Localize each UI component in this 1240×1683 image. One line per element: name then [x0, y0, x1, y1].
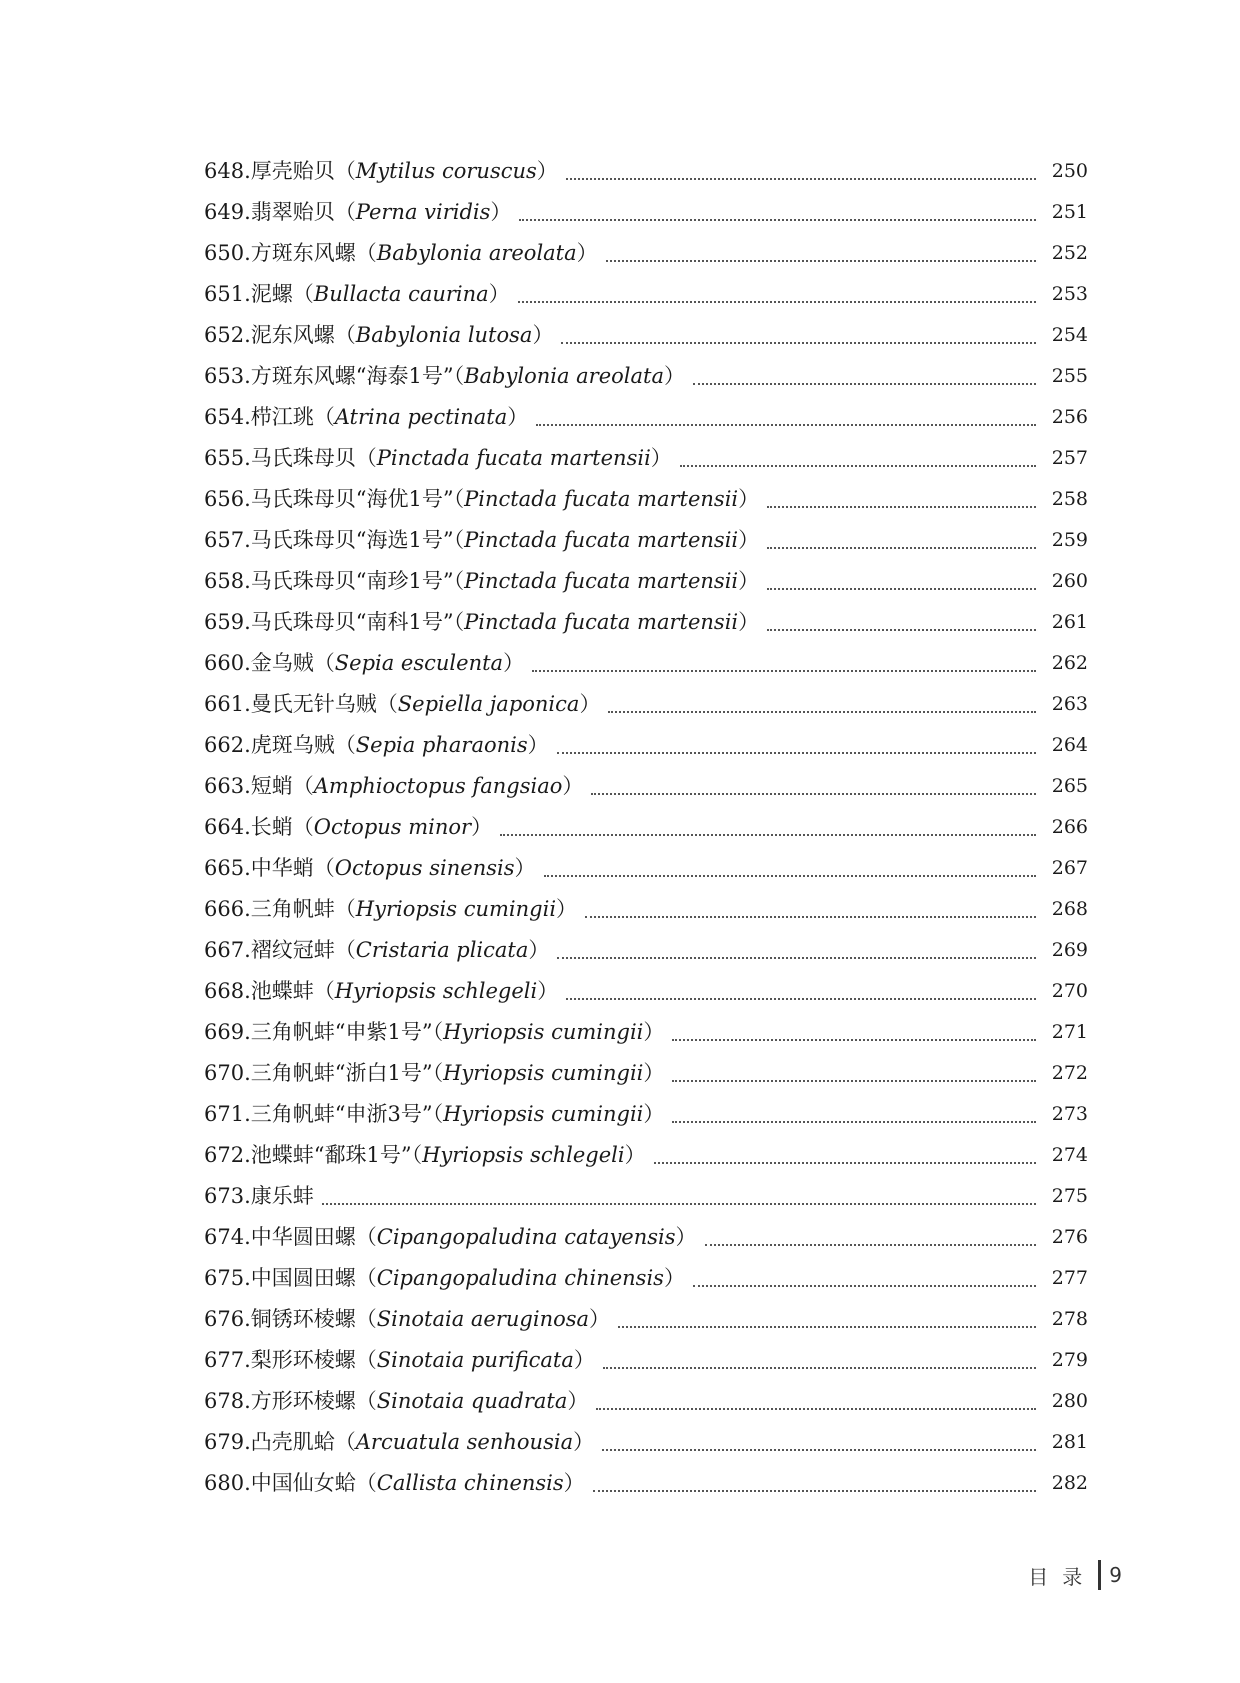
toc-entry-number: 655. [204, 446, 251, 470]
toc-entry-number: 668. [204, 979, 251, 1003]
toc-entry[interactable] [204, 315, 1088, 356]
toc-entry-name: 方斑东风螺“海泰1号” [250, 364, 454, 388]
toc-entry[interactable] [204, 1012, 1088, 1053]
toc-entry-number: 652. [204, 323, 251, 347]
toc-entry-name: 中国仙女蛤 [250, 1471, 356, 1495]
toc-entry-number: 650. [204, 241, 251, 265]
paren-close: ） [579, 692, 601, 716]
toc-entry-page: 281 [1051, 1431, 1088, 1453]
paren-close: ） [503, 651, 525, 675]
paren-close: ） [675, 1225, 697, 1249]
dot-leader [591, 766, 1036, 807]
toc-entry-number: 660. [204, 651, 251, 675]
toc-entry-name: 翡翠贻贝 [250, 200, 335, 224]
toc-entry[interactable] [204, 151, 1088, 192]
toc-entry-number: 673. [204, 1184, 251, 1208]
toc-entry-page: 276 [1051, 1226, 1088, 1248]
toc-entry-title [204, 438, 672, 479]
paren-open: （ [355, 1307, 377, 1331]
toc-entry-name: 铜锈环棱螺 [250, 1307, 356, 1331]
toc-entry-title [204, 1176, 314, 1217]
toc-entry-page: 260 [1051, 570, 1088, 592]
toc-entry-latin-name: Mytilus coruscus [355, 159, 537, 183]
paren-close: ） [573, 1430, 595, 1454]
toc-entry-name: 中国圆田螺 [250, 1266, 356, 1290]
paren-close: ） [643, 1061, 665, 1085]
toc-entry-name: 方斑东风螺 [250, 241, 356, 265]
paren-open: （ [453, 569, 465, 593]
paren-close: ） [738, 487, 760, 511]
toc-entry-title [204, 848, 536, 889]
paren-close: ） [537, 979, 559, 1003]
toc-entry[interactable] [204, 930, 1088, 971]
paren-open: （ [313, 979, 335, 1003]
toc-entry-title [204, 397, 528, 438]
toc-entry-latin-name: Pinctada fucata martensii [376, 446, 651, 470]
toc-entry-page: 268 [1051, 898, 1088, 920]
toc-entry[interactable] [204, 1340, 1088, 1381]
dot-leader [693, 356, 1036, 397]
paren-close: ） [532, 323, 554, 347]
table-of-contents [204, 151, 1088, 1504]
toc-entry[interactable] [204, 766, 1088, 807]
toc-entry[interactable] [204, 233, 1088, 274]
toc-entry-latin-name: Sinotaia quadrata [376, 1389, 568, 1413]
dot-leader [566, 971, 1036, 1012]
paren-open: （ [453, 364, 465, 388]
toc-entry-name: 三角帆蚌“浙白1号” [250, 1061, 433, 1085]
paren-open: （ [334, 1430, 356, 1454]
toc-entry-number: 663. [204, 774, 251, 798]
toc-entry-name: 梨形环棱螺 [250, 1348, 356, 1372]
dot-leader [618, 1299, 1036, 1340]
toc-entry[interactable] [204, 1463, 1088, 1504]
toc-entry-title [204, 274, 510, 315]
toc-entry-name: 马氏珠母贝 [250, 446, 356, 470]
toc-entry-number: 671. [204, 1102, 251, 1126]
paren-close: ） [643, 1020, 665, 1044]
dot-leader [544, 848, 1037, 889]
toc-entry[interactable] [204, 971, 1088, 1012]
footer-divider [1098, 1560, 1101, 1590]
toc-entry-number: 680. [204, 1471, 251, 1495]
toc-entry-number: 664. [204, 815, 251, 839]
toc-entry[interactable] [204, 561, 1088, 602]
paren-open: （ [313, 405, 335, 429]
toc-entry-page: 272 [1051, 1062, 1088, 1084]
toc-entry-title [204, 971, 558, 1012]
toc-entry-title [204, 889, 577, 930]
toc-entry[interactable] [204, 438, 1088, 479]
toc-entry-number: 675. [204, 1266, 251, 1290]
toc-entry-title [204, 1340, 595, 1381]
dot-leader [705, 1217, 1036, 1258]
dot-leader [767, 479, 1036, 520]
paren-open: （ [355, 1348, 377, 1372]
toc-entry-number: 670. [204, 1061, 251, 1085]
toc-entry-number: 674. [204, 1225, 251, 1249]
paren-open: （ [376, 692, 398, 716]
toc-entry-page: 262 [1051, 652, 1088, 674]
toc-entry-title [204, 602, 759, 643]
toc-entry[interactable] [204, 1381, 1088, 1422]
toc-entry-latin-name: Hyriopsis cumingii [355, 897, 557, 921]
toc-entry-title [204, 1053, 664, 1094]
toc-entry-number: 651. [204, 282, 251, 306]
toc-entry-page: 261 [1051, 611, 1088, 633]
dot-leader [608, 684, 1036, 725]
toc-entry-name: 曼氏无针乌贼 [250, 692, 377, 716]
paren-close: ） [562, 774, 584, 798]
paren-open: （ [432, 1061, 444, 1085]
paren-open: （ [453, 610, 465, 634]
toc-entry-page: 256 [1051, 406, 1088, 428]
toc-entry-latin-name: Pinctada fucata martensii [464, 528, 739, 552]
toc-entry-number: 648. [204, 159, 251, 183]
dot-leader [500, 807, 1036, 848]
toc-entry-latin-name: Sepia pharaonis [355, 733, 528, 757]
toc-entry-latin-name: Callista chinensis [376, 1471, 564, 1495]
toc-entry-name: 马氏珠母贝“南珍1号” [250, 569, 454, 593]
toc-entry-name: 泥螺 [250, 282, 293, 306]
toc-entry-page: 264 [1051, 734, 1088, 756]
toc-entry-number: 659. [204, 610, 251, 634]
toc-entry-page: 282 [1051, 1472, 1088, 1494]
toc-entry[interactable] [204, 684, 1088, 725]
toc-entry-number: 653. [204, 364, 251, 388]
dot-leader [322, 1176, 1036, 1217]
toc-entry-name: 金乌贼 [250, 651, 314, 675]
toc-entry-number: 661. [204, 692, 251, 716]
toc-entry-name: 中华圆田螺 [250, 1225, 356, 1249]
paren-close: ） [650, 446, 672, 470]
paren-close: ） [488, 282, 510, 306]
toc-entry[interactable] [204, 848, 1088, 889]
toc-entry[interactable] [204, 1135, 1088, 1176]
paren-open: （ [313, 651, 335, 675]
footer-section-label: 目录 [1028, 1564, 1097, 1589]
toc-entry-title [204, 1135, 646, 1176]
paren-open: （ [334, 938, 356, 962]
toc-entry-latin-name: Pinctada fucata martensii [464, 569, 739, 593]
dot-leader [672, 1012, 1036, 1053]
toc-entry-name: 短蛸 [250, 774, 293, 798]
toc-entry-title [204, 684, 600, 725]
dot-leader [519, 192, 1036, 233]
toc-entry-name: 虎斑乌贼 [250, 733, 335, 757]
paren-close: ） [471, 815, 493, 839]
dot-leader [693, 1258, 1036, 1299]
page-footer [1028, 1560, 1122, 1590]
paren-open: （ [453, 528, 465, 552]
paren-close: ） [528, 938, 550, 962]
toc-entry[interactable] [204, 1217, 1088, 1258]
paren-open: （ [432, 1102, 444, 1126]
toc-entry-page: 255 [1051, 365, 1088, 387]
paren-open: （ [453, 487, 465, 511]
toc-entry-title [204, 1258, 685, 1299]
toc-entry-page: 254 [1051, 324, 1088, 346]
dot-leader [672, 1094, 1036, 1135]
paren-close: ） [527, 733, 549, 757]
toc-entry-latin-name: Sinotaia aeruginosa [376, 1307, 590, 1331]
dot-leader [606, 233, 1036, 274]
toc-entry-name: 泥东风螺 [250, 323, 335, 347]
toc-entry[interactable] [204, 1422, 1088, 1463]
toc-entry-page: 275 [1051, 1185, 1088, 1207]
toc-entry-latin-name: Sepia esculenta [334, 651, 504, 675]
paren-open: （ [334, 323, 356, 347]
dot-leader [767, 561, 1036, 602]
dot-leader [596, 1381, 1036, 1422]
toc-entry-name: 长蛸 [250, 815, 293, 839]
toc-entry-page: 250 [1051, 160, 1088, 182]
toc-entry-name: 栉江珧 [250, 405, 314, 429]
toc-entry-latin-name: Bullacta caurina [313, 282, 489, 306]
paren-open: （ [411, 1143, 423, 1167]
toc-entry-latin-name: Sinotaia purificata [376, 1348, 574, 1372]
toc-entry-name: 池蝶蚌“鄱珠1号” [250, 1143, 412, 1167]
toc-entry-number: 676. [204, 1307, 251, 1331]
toc-entry[interactable] [204, 602, 1088, 643]
toc-entry-page: 273 [1051, 1103, 1088, 1125]
toc-entry-latin-name: Hyriopsis schlegeli [334, 979, 538, 1003]
toc-entry-name: 方形环棱螺 [250, 1389, 356, 1413]
toc-entry-name: 马氏珠母贝“海选1号” [250, 528, 454, 552]
dot-leader [654, 1135, 1036, 1176]
paren-open: （ [355, 1225, 377, 1249]
toc-entry-page: 265 [1051, 775, 1088, 797]
toc-entry-name: 三角帆蚌“申浙3号” [250, 1102, 433, 1126]
toc-entry-page: 252 [1051, 242, 1088, 264]
toc-entry-latin-name: Hyriopsis schlegeli [422, 1143, 625, 1167]
toc-entry[interactable] [204, 1176, 1088, 1217]
toc-entry-latin-name: Octopus minor [313, 815, 472, 839]
dot-leader [536, 397, 1036, 438]
toc-entry-title [204, 1381, 588, 1422]
dot-leader [561, 315, 1036, 356]
toc-entry-name: 褶纹冠蚌 [250, 938, 335, 962]
toc-entry-page: 274 [1051, 1144, 1088, 1166]
toc-entry-number: 678. [204, 1389, 251, 1413]
paren-open: （ [292, 815, 314, 839]
toc-entry[interactable] [204, 397, 1088, 438]
toc-entry-title [204, 192, 511, 233]
toc-entry-latin-name: Arcuatula senhousia [355, 1430, 574, 1454]
toc-entry-title [204, 356, 685, 397]
paren-close: ） [490, 200, 512, 224]
toc-entry-latin-name: Babylonia lutosa [355, 323, 533, 347]
paren-open: （ [334, 159, 356, 183]
toc-entry-latin-name: Cipangopaludina chinensis [376, 1266, 664, 1290]
dot-leader [557, 725, 1036, 766]
toc-entry-number: 656. [204, 487, 251, 511]
toc-entry-latin-name: Sepiella japonica [397, 692, 580, 716]
paren-open: （ [334, 733, 356, 757]
paren-close: ） [576, 241, 598, 265]
toc-entry[interactable] [204, 889, 1088, 930]
dot-leader [593, 1463, 1036, 1504]
paren-open: （ [292, 774, 314, 798]
toc-entry-title [204, 1299, 610, 1340]
toc-entry[interactable] [204, 479, 1088, 520]
toc-entry-number: 679. [204, 1430, 251, 1454]
dot-leader [532, 643, 1036, 684]
toc-entry-title [204, 1422, 594, 1463]
toc-entry-name: 马氏珠母贝“海优1号” [250, 487, 454, 511]
toc-entry[interactable] [204, 1258, 1088, 1299]
toc-entry-number: 654. [204, 405, 251, 429]
paren-close: ） [738, 569, 760, 593]
paren-close: ） [738, 610, 760, 634]
toc-entry[interactable] [204, 192, 1088, 233]
toc-entry-page: 277 [1051, 1267, 1088, 1289]
paren-close: ） [536, 159, 558, 183]
toc-entry-number: 669. [204, 1020, 251, 1044]
paren-close: ） [589, 1307, 611, 1331]
toc-entry-latin-name: Babylonia areolata [376, 241, 577, 265]
toc-entry[interactable] [204, 520, 1088, 561]
dot-leader [680, 438, 1036, 479]
toc-entry[interactable] [204, 643, 1088, 684]
toc-entry-page: 279 [1051, 1349, 1088, 1371]
paren-open: （ [313, 856, 335, 880]
toc-entry-name: 三角帆蚌 [250, 897, 335, 921]
toc-entry[interactable] [204, 807, 1088, 848]
toc-entry-title [204, 479, 759, 520]
toc-entry-latin-name: Perna viridis [355, 200, 491, 224]
toc-entry-number: 662. [204, 733, 251, 757]
paren-open: （ [355, 1471, 377, 1495]
paren-open: （ [334, 897, 356, 921]
toc-entry[interactable] [204, 274, 1088, 315]
paren-close: ） [643, 1102, 665, 1126]
toc-entry-latin-name: Amphioctopus fangsiao [313, 774, 563, 798]
toc-entry-title [204, 643, 524, 684]
paren-close: ） [664, 364, 685, 388]
toc-entry-title [204, 1217, 697, 1258]
toc-entry-name: 中华蛸 [250, 856, 314, 880]
toc-entry-name: 厚壳贻贝 [250, 159, 335, 183]
toc-entry-number: 657. [204, 528, 251, 552]
toc-entry-number: 665. [204, 856, 251, 880]
toc-entry-name: 马氏珠母贝“南科1号” [250, 610, 454, 634]
toc-entry-title [204, 520, 759, 561]
toc-entry-latin-name: Pinctada fucata martensii [464, 487, 739, 511]
paren-close: ） [556, 897, 578, 921]
dot-leader [585, 889, 1036, 930]
toc-entry-title [204, 766, 583, 807]
dot-leader [602, 1422, 1036, 1463]
toc-entry-number: 667. [204, 938, 251, 962]
toc-entry-page: 280 [1051, 1390, 1088, 1412]
toc-entry-name: 三角帆蚌“申紫1号” [250, 1020, 433, 1044]
paren-open: （ [355, 1389, 377, 1413]
toc-entry-number: 677. [204, 1348, 251, 1372]
dot-leader [518, 274, 1036, 315]
toc-entry-title [204, 561, 759, 602]
toc-entry-name: 康乐蚌 [250, 1184, 314, 1208]
toc-entry[interactable] [204, 1299, 1088, 1340]
dot-leader [672, 1053, 1036, 1094]
toc-entry-number: 649. [204, 200, 251, 224]
dot-leader [557, 930, 1036, 971]
toc-entry-page: 253 [1051, 283, 1088, 305]
toc-entry-page: 257 [1051, 447, 1088, 469]
toc-entry-latin-name: Octopus sinensis [334, 856, 515, 880]
toc-entry-page: 271 [1051, 1021, 1088, 1043]
toc-entry-title [204, 807, 492, 848]
paren-open: （ [292, 282, 314, 306]
footer-page-number: 9 [1109, 1563, 1122, 1587]
paren-close: ） [563, 1471, 585, 1495]
paren-open: （ [355, 446, 377, 470]
toc-entry-page: 278 [1051, 1308, 1088, 1330]
paren-close: ） [573, 1348, 595, 1372]
toc-entry-title [204, 1463, 585, 1504]
toc-entry-title [204, 151, 558, 192]
toc-entry-title [204, 1012, 664, 1053]
toc-entry-page: 251 [1051, 201, 1088, 223]
toc-entry-title [204, 315, 553, 356]
paren-close: ） [624, 1143, 646, 1167]
paren-close: ） [738, 528, 760, 552]
dot-leader [603, 1340, 1036, 1381]
toc-entry-page: 269 [1051, 939, 1088, 961]
toc-entry-page: 258 [1051, 488, 1088, 510]
toc-entry-name: 池蝶蚌 [250, 979, 314, 1003]
toc-entry-latin-name: Atrina pectinata [334, 405, 508, 429]
toc-entry-page: 263 [1051, 693, 1088, 715]
toc-entry-page: 266 [1051, 816, 1088, 838]
toc-entry-name: 凸壳肌蛤 [250, 1430, 335, 1454]
toc-entry[interactable] [204, 1094, 1088, 1135]
toc-entry-title [204, 233, 598, 274]
toc-entry[interactable] [204, 1053, 1088, 1094]
toc-entry-page: 259 [1051, 529, 1088, 551]
toc-entry-latin-name: Babylonia areolata [464, 364, 664, 388]
paren-close: ） [507, 405, 529, 429]
toc-entry-latin-name: Pinctada fucata martensii [464, 610, 739, 634]
toc-entry-title [204, 930, 549, 971]
toc-entry[interactable] [204, 356, 1088, 397]
paren-close: ） [514, 856, 536, 880]
toc-entry-page: 267 [1051, 857, 1088, 879]
paren-open: （ [334, 200, 356, 224]
paren-open: （ [355, 241, 377, 265]
toc-entry-title [204, 1094, 664, 1135]
toc-entry[interactable] [204, 725, 1088, 766]
toc-entry-number: 672. [204, 1143, 251, 1167]
dot-leader [767, 602, 1036, 643]
toc-entry-number: 658. [204, 569, 251, 593]
dot-leader [767, 520, 1036, 561]
paren-close: ） [663, 1266, 685, 1290]
paren-open: （ [432, 1020, 444, 1044]
paren-open: （ [355, 1266, 377, 1290]
dot-leader [566, 151, 1036, 192]
toc-entry-latin-name: Hyriopsis cumingii [443, 1102, 644, 1126]
toc-entry-number: 666. [204, 897, 251, 921]
toc-entry-latin-name: Hyriopsis cumingii [443, 1061, 644, 1085]
toc-entry-title [204, 725, 549, 766]
toc-entry-page: 270 [1051, 980, 1088, 1002]
toc-entry-latin-name: Hyriopsis cumingii [443, 1020, 644, 1044]
toc-entry-latin-name: Cristaria plicata [355, 938, 529, 962]
toc-entry-latin-name: Cipangopaludina catayensis [376, 1225, 676, 1249]
paren-close: ） [567, 1389, 589, 1413]
